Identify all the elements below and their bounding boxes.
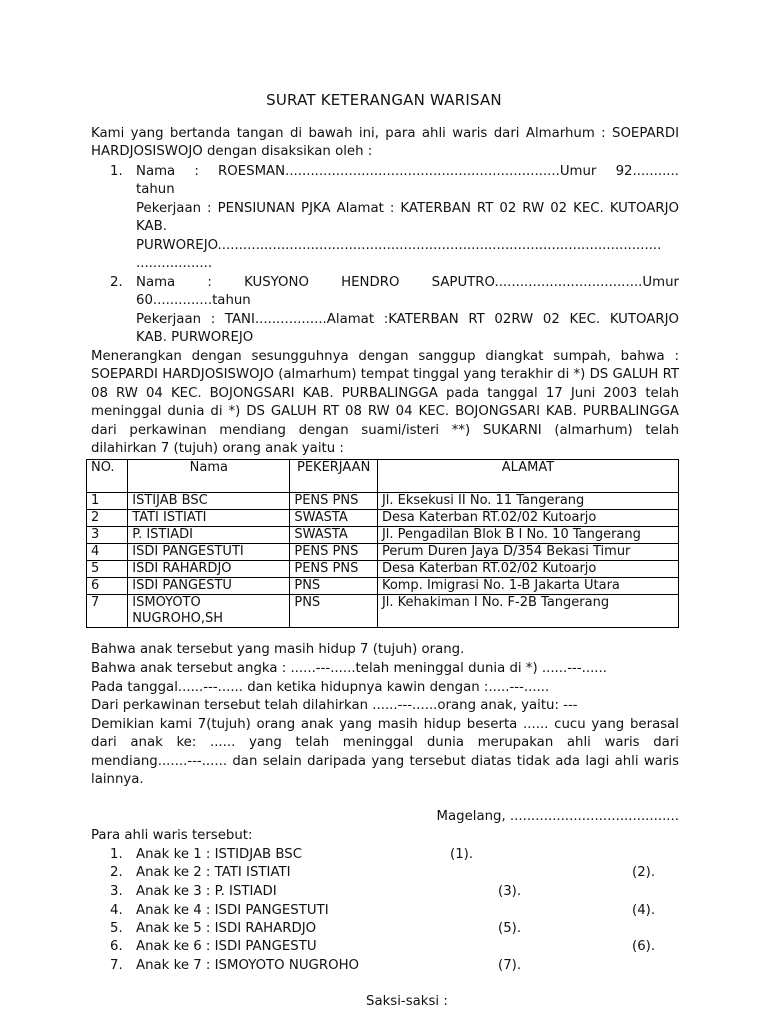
table-row xyxy=(87,510,679,527)
table-row xyxy=(87,595,679,628)
cell-pekerjaan: SWASTA xyxy=(290,527,378,544)
header-nama: Nama xyxy=(128,460,290,493)
cell-no: 2 xyxy=(87,510,128,527)
cell-pekerjaan: SWASTA xyxy=(290,510,378,527)
document-title: SURAT KETERANGAN WARISAN xyxy=(266,91,502,109)
witnesses-label: Saksi-saksi : xyxy=(366,994,448,1009)
cell-nama: ISMOYOTO NUGROHO,SH xyxy=(128,595,290,628)
witness-2-regency: KAB. PURWOREJO xyxy=(136,330,254,345)
witness-2-name-line: Nama : KUSYONO HENDRO SAPUTRO...................................Umur xyxy=(136,275,679,290)
heir-7-number: 7. xyxy=(110,958,123,973)
witness-1-regency-line: PURWOREJO......................................................................................................... xyxy=(136,238,662,253)
cell-nama: TATI ISTIATI xyxy=(128,510,290,527)
witness-1-kab: KAB. xyxy=(136,219,167,234)
cell-pekerjaan: PENS PNS xyxy=(290,493,378,510)
witness-1-age-unit: tahun xyxy=(136,182,175,197)
table-header-row xyxy=(87,460,679,493)
header-no: NO. xyxy=(87,460,128,493)
cell-alamat: Desa Katerban RT.02/02 Kutoarjo xyxy=(377,561,678,578)
cell-no: 4 xyxy=(87,544,128,561)
witness-1-number: 1. xyxy=(110,164,123,179)
header-pekerjaan-label: PEKERJAAN xyxy=(296,460,371,475)
cell-no: 1 xyxy=(87,493,128,510)
heir-3-text: Anak ke 3 : P. ISTIADI xyxy=(136,884,277,899)
cell-pekerjaan: PENS PNS xyxy=(290,561,378,578)
cell-nama: P. ISTIADI xyxy=(128,527,290,544)
cell-alamat: Jl. Kehakiman I No. F-2B Tangerang xyxy=(377,595,678,628)
cell-no: 3 xyxy=(87,527,128,544)
heir-4-signature-mark: (4). xyxy=(632,903,656,918)
heir-6-text: Anak ke 6 : ISDI PANGESTU xyxy=(136,939,317,954)
heir-7-signature-mark: (7). xyxy=(498,958,522,973)
table-row xyxy=(87,561,679,578)
cell-alamat: Desa Katerban RT.02/02 Kutoarjo xyxy=(377,510,678,527)
table-row xyxy=(87,493,679,510)
cell-nama: ISDI PANGESTUTI xyxy=(128,544,290,561)
header-alamat: ALAMAT xyxy=(377,460,678,493)
cell-alamat: Komp. Imigrasi No. 1-B Jakarta Utara xyxy=(377,578,678,595)
witness-2-number: 2. xyxy=(110,275,123,290)
heir-3-number: 3. xyxy=(110,884,123,899)
witness-1-dots: .................. xyxy=(136,256,213,271)
witness-1-job-line: Pekerjaan : PENSIUNAN PJKA Alamat : KATERBAN RT 02 RW 02 KEC. KUTOARJO xyxy=(136,201,679,216)
heir-1-signature-mark: (1). xyxy=(450,847,474,862)
cell-alamat: Jl. Eksekusi II No. 11 Tangerang xyxy=(377,493,678,510)
heirs-label: Para ahli waris tersebut: xyxy=(91,828,253,843)
cell-pekerjaan: PNS xyxy=(290,595,378,628)
cell-pekerjaan: PNS xyxy=(290,578,378,595)
table-row xyxy=(87,527,679,544)
paragraph-living-children: Bahwa anak tersebut yang masih hidup 7 (tujuh) orang. xyxy=(91,642,465,657)
heir-4-number: 4. xyxy=(110,903,123,918)
cell-nama: ISDI PANGESTU xyxy=(128,578,290,595)
cell-nama: ISDI RAHARDJO xyxy=(128,561,290,578)
statement-paragraph: Menerangkan dengan sesungguhnya dengan sanggup diangkat sumpah, bahwa : SOEPARDI HARDJOSISWOJO (almarhum) tempat tinggal yang terakhir di *) DS GALUH RT 08 RW 04 KEC. BOJONGSARI KAB. PURBALINGGA pada tanggal 17 Juni 2003 telah meninggal dunia di *) DS GALUH RT 08 RW 04 KEC. BOJONGSARI KAB. PURBALINGGA dari perkawinan mendiang dengan suami/isteri **) SUKARNI (almarhum) telah dilahirkan 7 (tujuh) orang anak yaitu : xyxy=(91,349,679,457)
heir-5-signature-mark: (5). xyxy=(498,921,522,936)
heir-2-text: Anak ke 2 : TATI ISTIATI xyxy=(136,865,291,880)
paragraph-deceased-children: Bahwa anak tersebut angka : ......---......telah meninggal dunia di *) ......---...... xyxy=(91,661,607,676)
cell-pekerjaan: PENS PNS xyxy=(290,544,378,561)
heir-3-signature-mark: (3). xyxy=(498,884,522,899)
heir-7-text: Anak ke 7 : ISMOYOTO NUGROHO xyxy=(136,958,360,973)
heir-2-number: 2. xyxy=(110,865,123,880)
cell-no: 5 xyxy=(87,561,128,578)
cell-alamat: Jl. Pengadilan Blok B I No. 10 Tangerang xyxy=(377,527,678,544)
children-table xyxy=(86,459,679,628)
cell-nama: ISTIJAB BSC xyxy=(128,493,290,510)
witness-1-name-line: Nama : ROESMAN.................................................................Umur 92........... xyxy=(136,164,679,179)
header-pekerjaan xyxy=(290,460,378,493)
intro-paragraph: Kami yang bertanda tangan di bawah ini, para ahli waris dari Almarhum : SOEPARDI HARDJOSISWOJO dengan disaksikan oleh : xyxy=(91,126,679,160)
paragraph-born-children: Dari perkawinan tersebut telah dilahirkan ......---......orang anak, yaitu: --- xyxy=(91,698,578,713)
place-date-line: Magelang, ........................................ xyxy=(436,809,679,824)
witness-2-job-line: Pekerjaan : TANI.................Alamat :KATERBAN RT 02RW 02 KEC. KUTOARJO xyxy=(136,312,679,327)
heir-5-text: Anak ke 5 : ISDI RAHARDJO xyxy=(136,921,317,936)
heir-1-text: Anak ke 1 : ISTIDJAB BSC xyxy=(136,847,303,862)
table-row xyxy=(87,578,679,595)
table-row xyxy=(87,544,679,561)
heir-1-number: 1. xyxy=(110,847,123,862)
paragraph-conclusion: Demikian kami 7(tujuh) orang anak yang masih hidup beserta ...... cucu yang berasal dari anak ke: ...... yang telah meninggal dunia merupakan ahli waris dari mendiang.......---...... dan selain daripada yang tersebut diatas tidak ada lagi ahli waris lainnya. xyxy=(91,717,679,788)
cell-no: 7 xyxy=(87,595,128,628)
heir-6-number: 6. xyxy=(110,939,123,954)
cell-no: 6 xyxy=(87,578,128,595)
heir-4-text: Anak ke 4 : ISDI PANGESTUTI xyxy=(136,903,329,918)
witness-2-age: 60..............tahun xyxy=(136,293,251,308)
heir-5-number: 5. xyxy=(110,921,123,936)
paragraph-date-marriage: Pada tanggal......---...... dan ketika hidupnya kawin dengan :.....---...... xyxy=(91,680,550,695)
heir-2-signature-mark: (2). xyxy=(632,865,656,880)
cell-alamat: Perum Duren Jaya D/354 Bekasi Timur xyxy=(377,544,678,561)
heir-6-signature-mark: (6). xyxy=(632,939,656,954)
